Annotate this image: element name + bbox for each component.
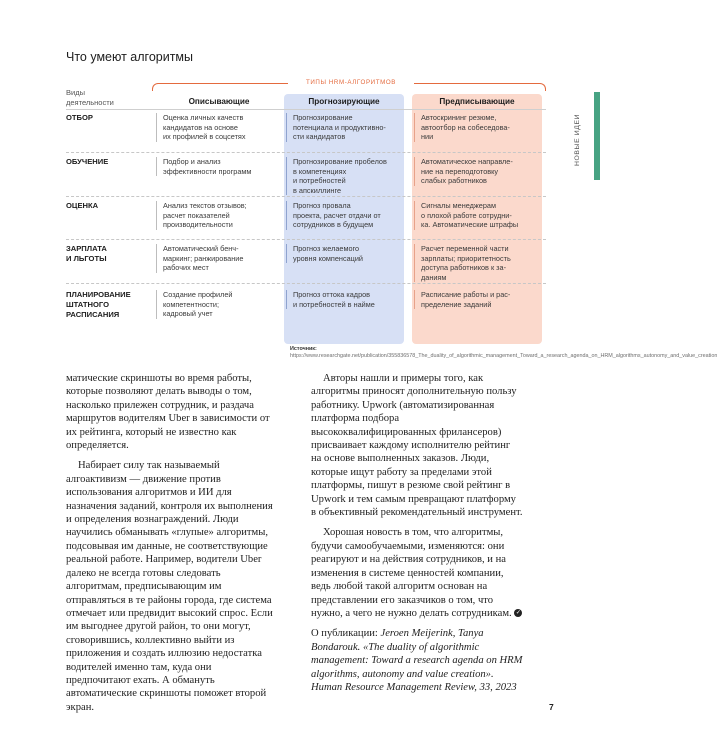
cell-line: о плохой работе сотрудни-	[421, 210, 512, 220]
cell-line: Прогноз желаемого	[293, 244, 360, 253]
cell-line: эффективности программ	[163, 166, 252, 176]
row-label-line: РАСПИСАНИЯ	[66, 310, 120, 319]
cell-prescriptive	[414, 290, 540, 309]
row-divider	[66, 239, 546, 240]
row-label-line: ОТБОР	[66, 113, 93, 122]
cell-descriptive	[156, 201, 280, 230]
cell-prescriptive	[414, 113, 540, 142]
cell-line: компетентности;	[163, 299, 219, 309]
cell-line: и потребностей в найме	[293, 299, 375, 309]
row-label-line: ОБУЧЕНИЕ	[66, 157, 109, 166]
corner-line: деятельности	[66, 98, 114, 107]
cell-line: Сигналы менеджерам	[421, 201, 496, 210]
cell-line: маркинг; ранжирование	[163, 253, 244, 263]
types-label: ТИПЫ HRM-АЛГОРИТМОВ	[288, 79, 414, 86]
cell-line: Расписание работы и рас-	[421, 290, 511, 299]
corner-line: Виды	[66, 88, 85, 97]
cell-line: Автоматический бенч-	[163, 244, 239, 253]
row-label	[66, 157, 152, 167]
cell-line: Оценка личных качеств	[163, 113, 244, 122]
cell-line: доступа работников к за-	[421, 263, 507, 273]
cell-predictive	[286, 157, 404, 195]
cell-line: уровня компенсаций	[293, 253, 363, 263]
publication-prefix: О публикации:	[311, 628, 381, 640]
cell-descriptive	[156, 113, 280, 142]
paragraph: Набирает силу так называемый алгоактивизм — движение против использования алгоритмов и ИИ для назначения заданий, контроля их выполнения и определения вознаграждений. Люди научились обманывать «глупые» алгоритмы, подсовывая им данные, не соответствующие реальной работе. Например, водители Uber далеко не всегда готовы следовать алгоритмам, предписывающим им отправляться в те районы города, где система отмечает или предвидит высокий спрос. Если им выгоднее другой район, то они могут, сговорившись, коллективно выйти из приложения и создать иллюзию недостатка водителей именно там, куда они предпочитают ехать. А обмануть автоматические скриншоты поможет второй экран.	[66, 460, 273, 713]
body-column-right	[311, 372, 523, 701]
cell-predictive	[286, 244, 404, 263]
cell-line: Автоскрининг резюме,	[421, 113, 497, 122]
cell-line: Расчет переменной части	[421, 244, 509, 253]
cell-descriptive	[156, 157, 280, 176]
cell-line: потенциала и продуктивно-	[293, 122, 386, 132]
column-header-descriptive: Описывающие	[188, 97, 250, 106]
cell-line: Подбор и анализ	[163, 157, 221, 166]
cell-line: сти кандидатов	[293, 132, 346, 142]
paragraph: Авторы нашли и примеры того, как алгоритмы приносят дополнительную пользу работнику. Upwork (автоматизированная платформа подбора высококвалифицированных фрилансеров) присваивает каждому исполнителю рейтинг на основе выполненных заказов. Люди, которые ищут работу за пределами этой платформы, пишут в резюме свой рейтинг в Upwork и тем самым превращают платформу в объективный рекомендательный инструмент.	[311, 373, 523, 519]
cell-line: кандидатов на основе	[163, 122, 238, 132]
source-url: https://www.researchgate.net/publication/355836578_The_duality_of_algorithmic_management_Toward_a_research_agenda_on_HRM_algorithms_autonomy_and_value_creation	[290, 353, 717, 359]
cell-line: автоотбор на собеседова-	[421, 122, 510, 132]
cell-predictive	[286, 290, 404, 309]
row-label-line: ШТАТНОГО	[66, 300, 110, 309]
cell-line: Прогноз оттока кадров	[293, 290, 371, 299]
cell-line: и потребностей	[293, 176, 346, 186]
paragraph-text: Хорошая новость в том, что алгоритмы, будучи самообучаемыми, изменяются: они реагируют и на действия сотрудников, и на изменения в системе ценностей компании, ведь любой такой алгоритм основан на представлении его заказчиков о том, что нужно, а чего не нужно делать сотрудникам.	[311, 527, 512, 619]
publication-info	[311, 627, 523, 694]
cell-prescriptive	[414, 244, 540, 282]
row-label	[66, 201, 152, 211]
table-corner-label	[66, 88, 146, 108]
cell-line: сотрудников в будущем	[293, 220, 374, 230]
cell-line: в компетенциях	[293, 166, 347, 176]
cell-line: проекта, расчет отдачи от	[293, 210, 381, 220]
header-rule	[66, 109, 546, 110]
row-label-line: ЗАРПЛАТА	[66, 244, 107, 253]
cell-line: ка. Автоматические штрафы	[421, 220, 519, 230]
cell-line: нии	[421, 132, 434, 142]
cell-line: производительности	[163, 220, 233, 230]
cell-prescriptive	[414, 157, 540, 186]
end-mark-icon: ✓	[515, 610, 521, 617]
cell-line: зарплаты; приоритетность	[421, 253, 511, 263]
table-source	[290, 346, 717, 360]
cell-line: рабочих мест	[163, 263, 209, 273]
cell-line: их профилей в соцсетях	[163, 132, 246, 142]
row-label	[66, 244, 152, 264]
cell-line: даниям	[421, 272, 447, 282]
column-header-prescriptive: Предписывающие	[439, 97, 515, 106]
page-title: Что умеют алгоритмы	[66, 50, 194, 64]
cell-line: Анализ текстов отзывов;	[163, 201, 247, 210]
cell-line: пределение заданий	[421, 299, 492, 309]
row-label-line: И ЛЬГОТЫ	[66, 254, 107, 263]
row-label-line: ОЦЕНКА	[66, 201, 99, 210]
cell-line: расчет показателей	[163, 210, 230, 220]
cell-predictive	[286, 113, 404, 142]
cell-line: Автоматическое направле-	[421, 157, 513, 166]
publication-citation: Jeroen Meijerink, Tanya Bondarouk. «The duality of algorithmic management: Toward a research agenda on HRM algorithms, autonomy and value creation». Human Resource Management Review, 33, 2023	[311, 628, 523, 693]
paragraph	[311, 526, 523, 620]
row-label	[66, 113, 152, 123]
cell-line: слабых работников	[421, 176, 487, 186]
column-header-predictive: Прогнозирующие	[308, 97, 380, 106]
cell-line: Прогноз провала	[293, 201, 351, 210]
row-divider	[66, 283, 546, 284]
cell-predictive	[286, 201, 404, 230]
page-number: 7	[549, 702, 554, 712]
source-label: Источник:	[290, 346, 317, 352]
paragraph: матические скриншоты во время работы, которые позволяют делать выводы о том, насколько прилежен сотрудник, и раздача маршрутов водителям Uber в зависимости от их рейтинга, который не известно как определяется.	[66, 373, 270, 452]
row-divider	[66, 152, 546, 153]
cell-line: Создание профилей	[163, 290, 233, 299]
cell-descriptive	[156, 244, 280, 273]
body-column-left	[66, 372, 278, 721]
row-label-line: ПЛАНИРОВАНИЕ	[66, 290, 131, 299]
cell-descriptive	[156, 290, 280, 319]
cell-line: Прогнозирование	[293, 113, 353, 122]
cell-line: ние на переподготовку	[421, 166, 499, 176]
side-tab-label: НОВЫЕ ИДЕИ	[574, 113, 581, 166]
row-divider	[66, 196, 546, 197]
cell-line: кадровый учет	[163, 309, 213, 319]
cell-prescriptive	[414, 201, 540, 230]
side-tab-marker	[594, 92, 600, 180]
cell-line: в апскиллинге	[293, 185, 342, 195]
cell-line: Прогнозирование пробелов	[293, 157, 387, 166]
row-label	[66, 290, 152, 320]
